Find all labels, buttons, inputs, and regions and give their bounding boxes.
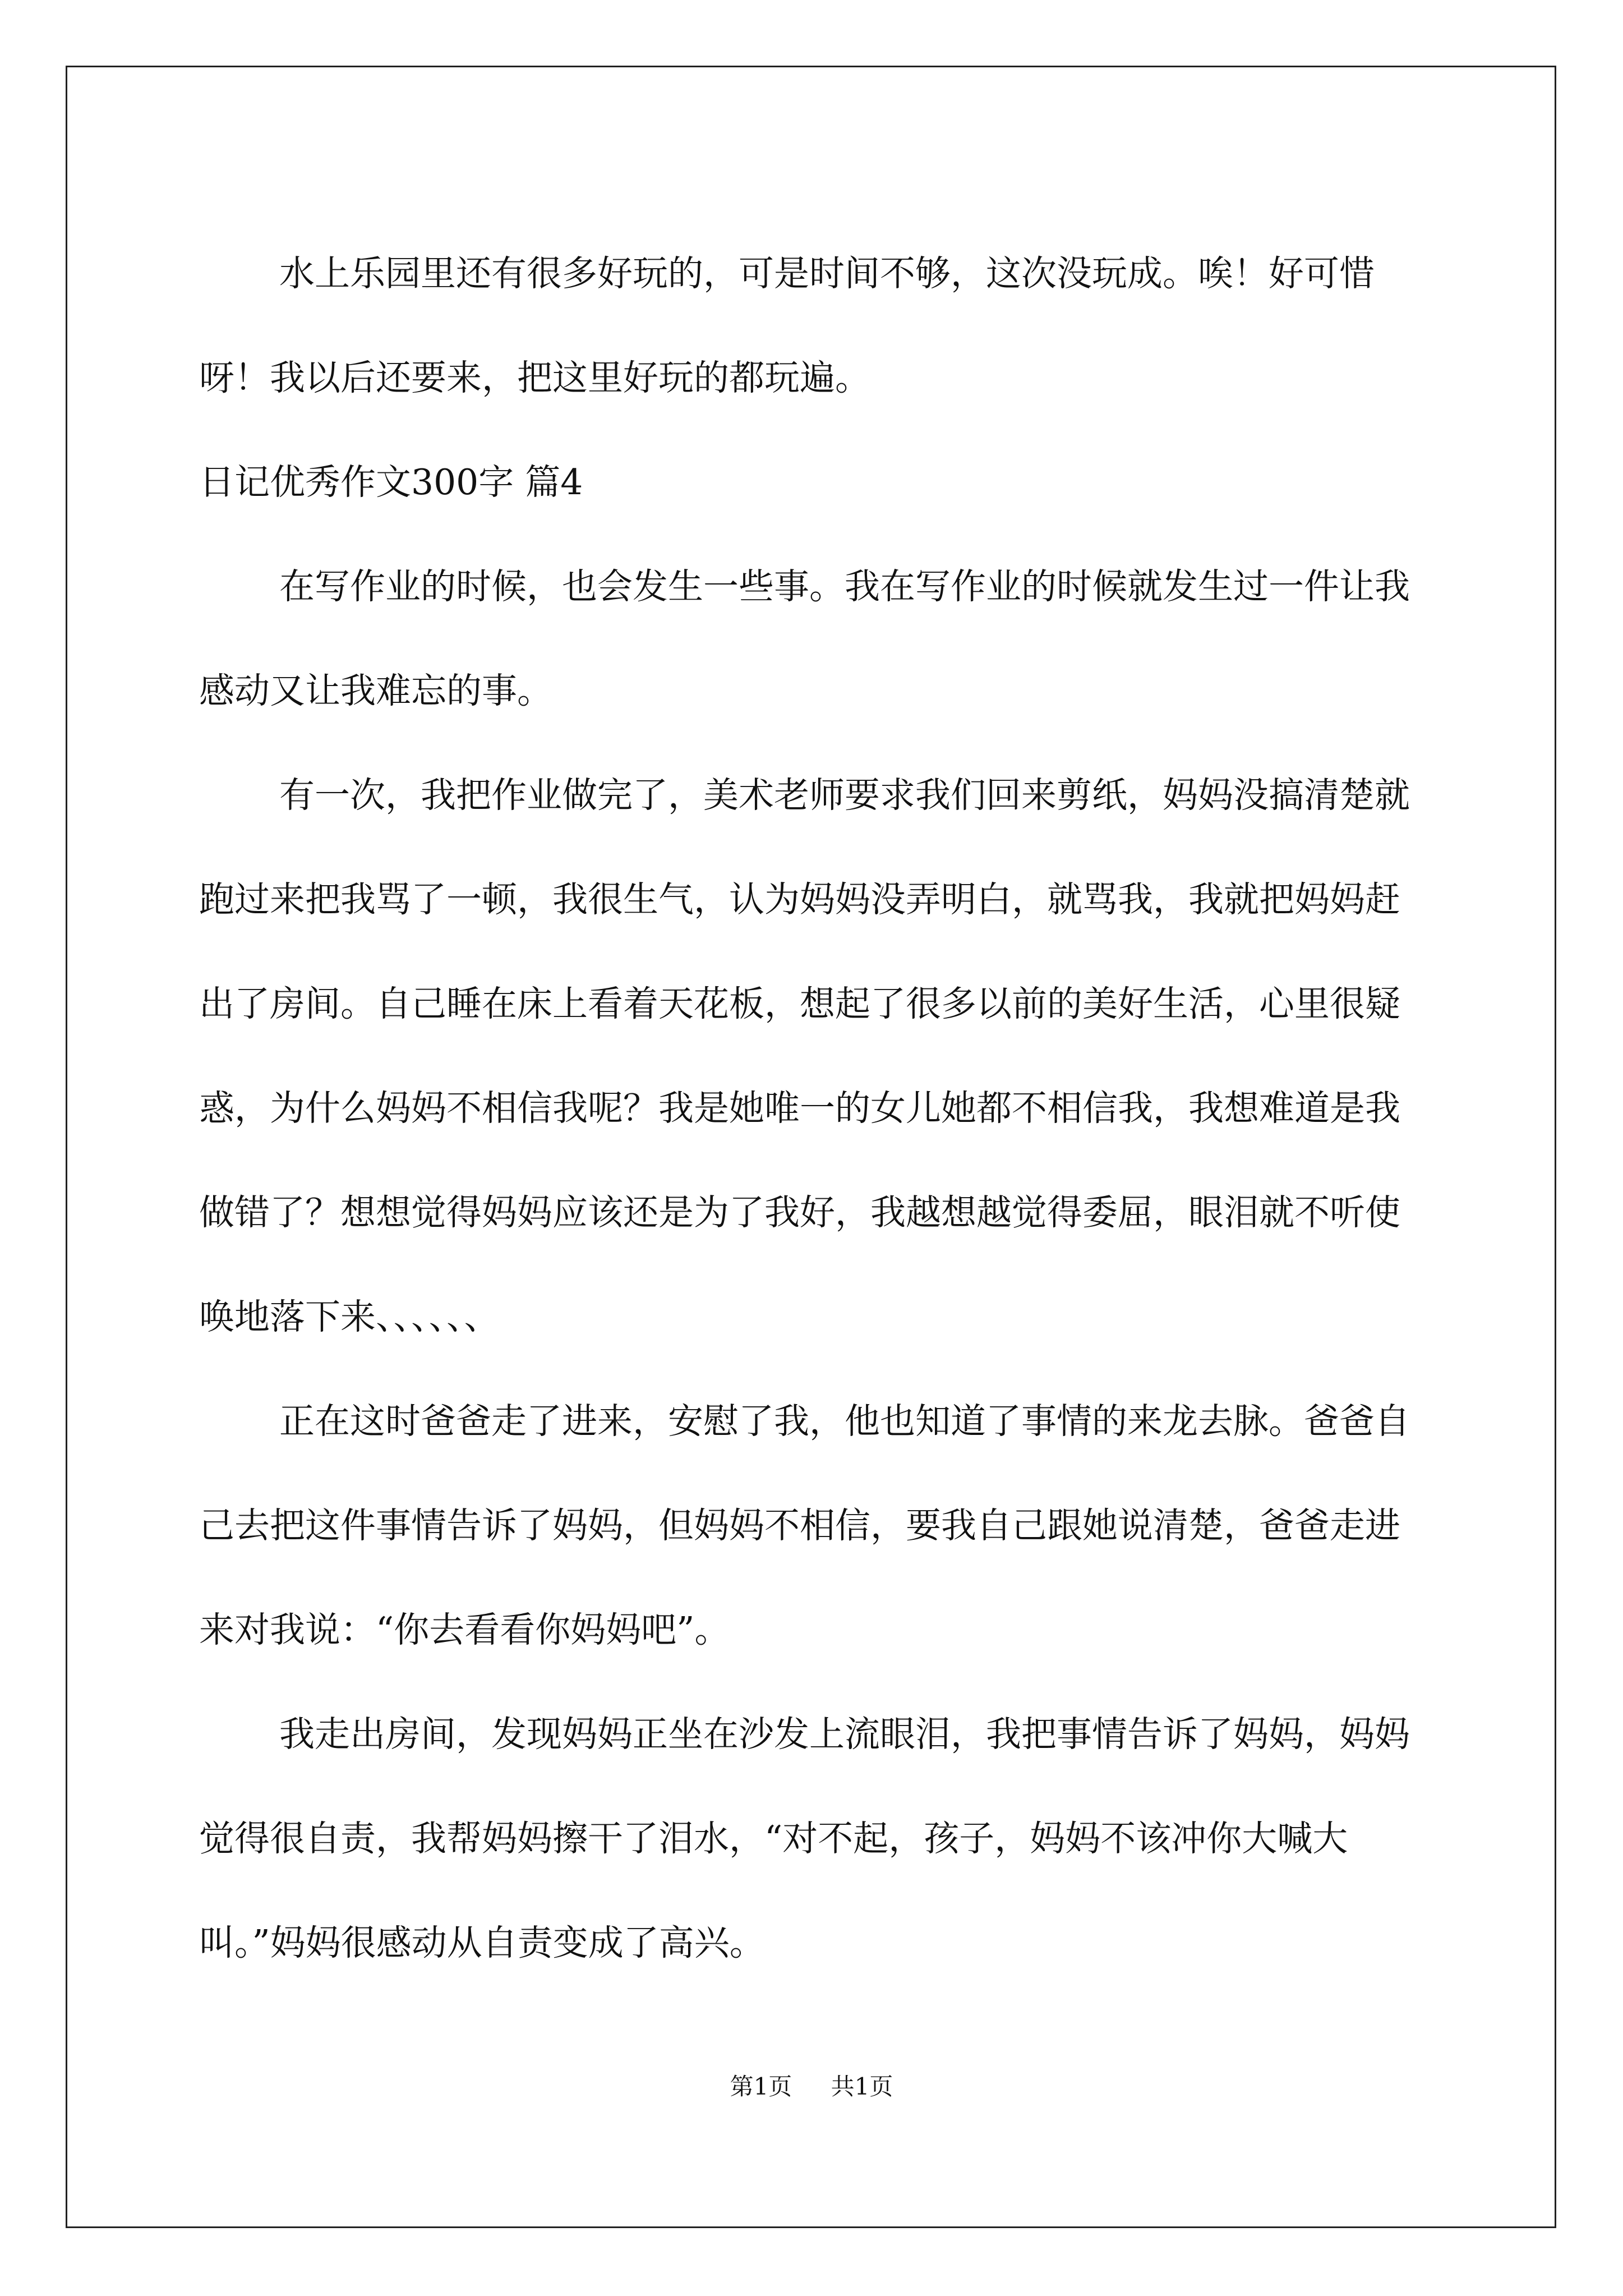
page-number-current: 第1页 bbox=[730, 2073, 792, 2100]
page-footer bbox=[0, 2070, 1623, 2104]
paragraph-1: 在写作业的时候，也会发生一些事。我在写作业的时候就发生过一件让我感动又让我难忘的事。 bbox=[199, 566, 1410, 711]
section-heading: 日记优秀作文300字 篇4 bbox=[199, 462, 583, 503]
page-number-total: 共1页 bbox=[831, 2073, 893, 2100]
document-body bbox=[199, 222, 1433, 1995]
paragraph-2: 有一次，我把作业做完了，美术老师要求我们回来剪纸，妈妈没搞清楚就跑过来把我骂了一顿，我很生气，认为妈妈没弄明白，就骂我，我就把妈妈赶出了房间。自己睡在床上看着天花板，想起了很多以前的美好生活，心里很疑惑，为什么妈妈不相信我呢？我是她唯一的女儿她都不相信我，我想难道是我做错了？想想觉得妈妈应该还是为了我好，我越想越觉得委屈，眼泪就不听使唤地落下来、、、、、、 bbox=[199, 775, 1410, 1337]
paragraph-intro: 水上乐园里还有很多好玩的，可是时间不够，这次没玩成。唉！好可惜呀！我以后还要来，把这里好玩的都玩遍。 bbox=[199, 253, 1375, 398]
paragraph-3: 正在这时爸爸走了进来，安慰了我，他也知道了事情的来龙去脉。爸爸自己去把这件事情告诉了妈妈，但妈妈不相信，要我自己跟她说清楚，爸爸走进来对我说：“你去看看你妈妈吧”。 bbox=[199, 1401, 1410, 1650]
paragraph-4: 我走出房间，发现妈妈正坐在沙发上流眼泪，我把事情告诉了妈妈，妈妈觉得很自责，我帮妈妈擦干了泪水，“对不起，孩子，妈妈不该冲你大喊大叫。”妈妈很感动从自责变成了高兴。 bbox=[199, 1714, 1410, 1963]
